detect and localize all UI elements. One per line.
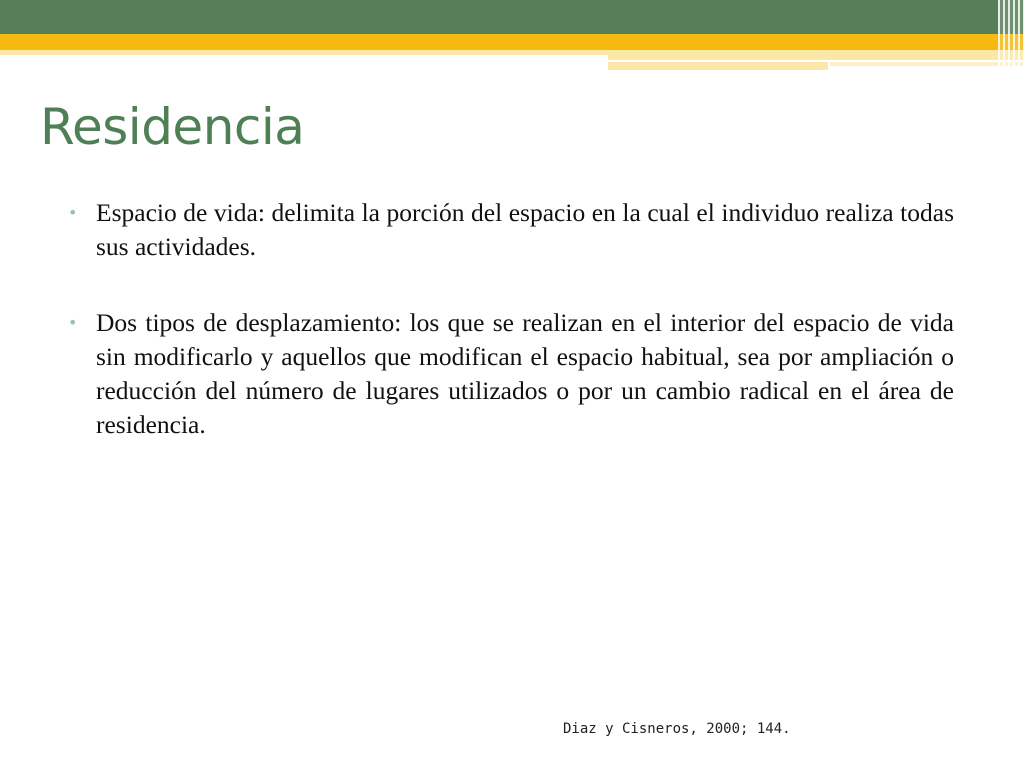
- header-green-band: [0, 0, 1024, 34]
- slide-title: Residencia: [40, 98, 305, 156]
- bullet-item-tipos-de-desplazamiento: [68, 306, 954, 442]
- header-light-band-right: [608, 55, 1024, 60]
- bullet-item-espacio-de-vida: [68, 196, 954, 264]
- bullet-text: Dos tipos de desplazamiento: los que se realizan en el interior del espacio de vida sin modificarlo y aquellos que modifican el espacio habitual, sea por ampliación o reducción del número de lugares utilizados o por un cambio radical en el área de residencia.: [96, 308, 954, 439]
- header-light-band-thin: [830, 62, 1024, 66]
- bullet-marker-icon: •: [68, 203, 78, 222]
- citation-footnote: Diaz y Cisneros, 2000; 144.: [563, 721, 791, 737]
- bullet-marker-icon: •: [68, 313, 78, 332]
- header-light-band-short: [608, 62, 828, 70]
- header-stripes-decoration: [998, 0, 1024, 68]
- bullet-text: Espacio de vida: delimita la porción del espacio en la cual el individuo realiza todas sus actividades.: [96, 198, 954, 261]
- header-gold-band: [0, 34, 1024, 50]
- bullet-list: [68, 196, 954, 484]
